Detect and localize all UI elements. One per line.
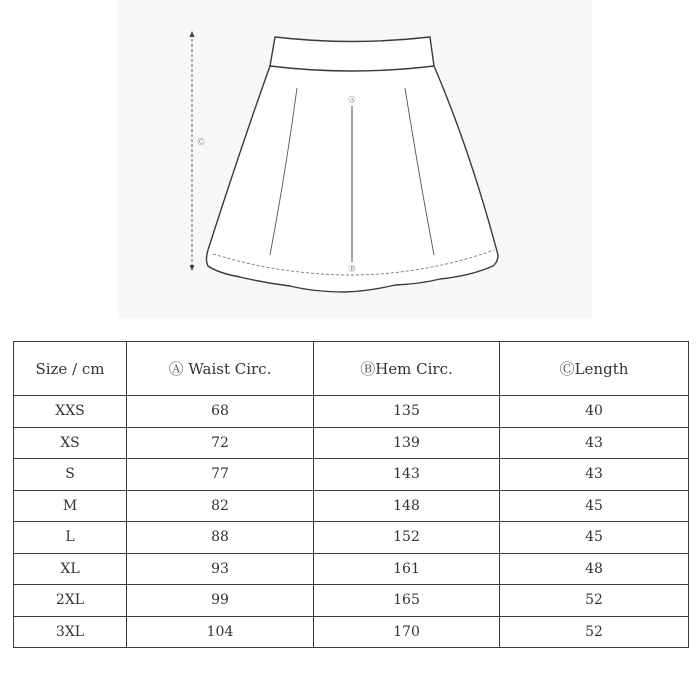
skirt-waistband (270, 37, 434, 71)
cell-size: XXS (14, 396, 127, 428)
cell-size: 2XL (14, 585, 127, 617)
header-size: Size / cm (14, 342, 127, 396)
cell-size: XS (14, 427, 127, 459)
cell-size: M (14, 490, 127, 522)
table-row (14, 459, 689, 491)
cell-hem: 135 (314, 396, 500, 428)
cell-size: S (14, 459, 127, 491)
cell-hem: 161 (314, 553, 500, 585)
cell-length: 52 (500, 585, 689, 617)
cell-waist: 88 (127, 522, 314, 554)
cell-hem: 152 (314, 522, 500, 554)
table-row (14, 522, 689, 554)
cell-hem: 139 (314, 427, 500, 459)
cell-waist: 99 (127, 585, 314, 617)
cell-length: 43 (500, 459, 689, 491)
table-row (14, 396, 689, 428)
cell-waist: 93 (127, 553, 314, 585)
size-chart-table (13, 341, 689, 648)
cell-length: 48 (500, 553, 689, 585)
table-row (14, 427, 689, 459)
cell-hem: 148 (314, 490, 500, 522)
header-hem: ⒷHem Circ. (314, 342, 500, 396)
marker-a: Ⓐ (348, 96, 356, 104)
length-arrow-bottom-icon (190, 265, 195, 271)
cell-waist: 68 (127, 396, 314, 428)
cell-size: 3XL (14, 616, 127, 648)
table-row (14, 553, 689, 585)
cell-hem: 143 (314, 459, 500, 491)
cell-length: 43 (500, 427, 689, 459)
table-row (14, 616, 689, 648)
table-header-row (14, 342, 689, 396)
cell-waist: 82 (127, 490, 314, 522)
cell-length: 52 (500, 616, 689, 648)
length-arrow-top-icon (190, 31, 195, 37)
cell-waist: 72 (127, 427, 314, 459)
marker-c: Ⓒ (197, 138, 205, 146)
cell-waist: 77 (127, 459, 314, 491)
cell-length: 45 (500, 522, 689, 554)
cell-hem: 165 (314, 585, 500, 617)
cell-waist: 104 (127, 616, 314, 648)
header-length: ⒸLength (500, 342, 689, 396)
skirt-diagram (0, 0, 700, 330)
cell-size: XL (14, 553, 127, 585)
table-row (14, 585, 689, 617)
table-row (14, 490, 689, 522)
marker-b: Ⓑ (348, 265, 356, 273)
cell-hem: 170 (314, 616, 500, 648)
cell-length: 40 (500, 396, 689, 428)
header-waist: Ⓐ Waist Circ. (127, 342, 314, 396)
cell-length: 45 (500, 490, 689, 522)
cell-size: L (14, 522, 127, 554)
